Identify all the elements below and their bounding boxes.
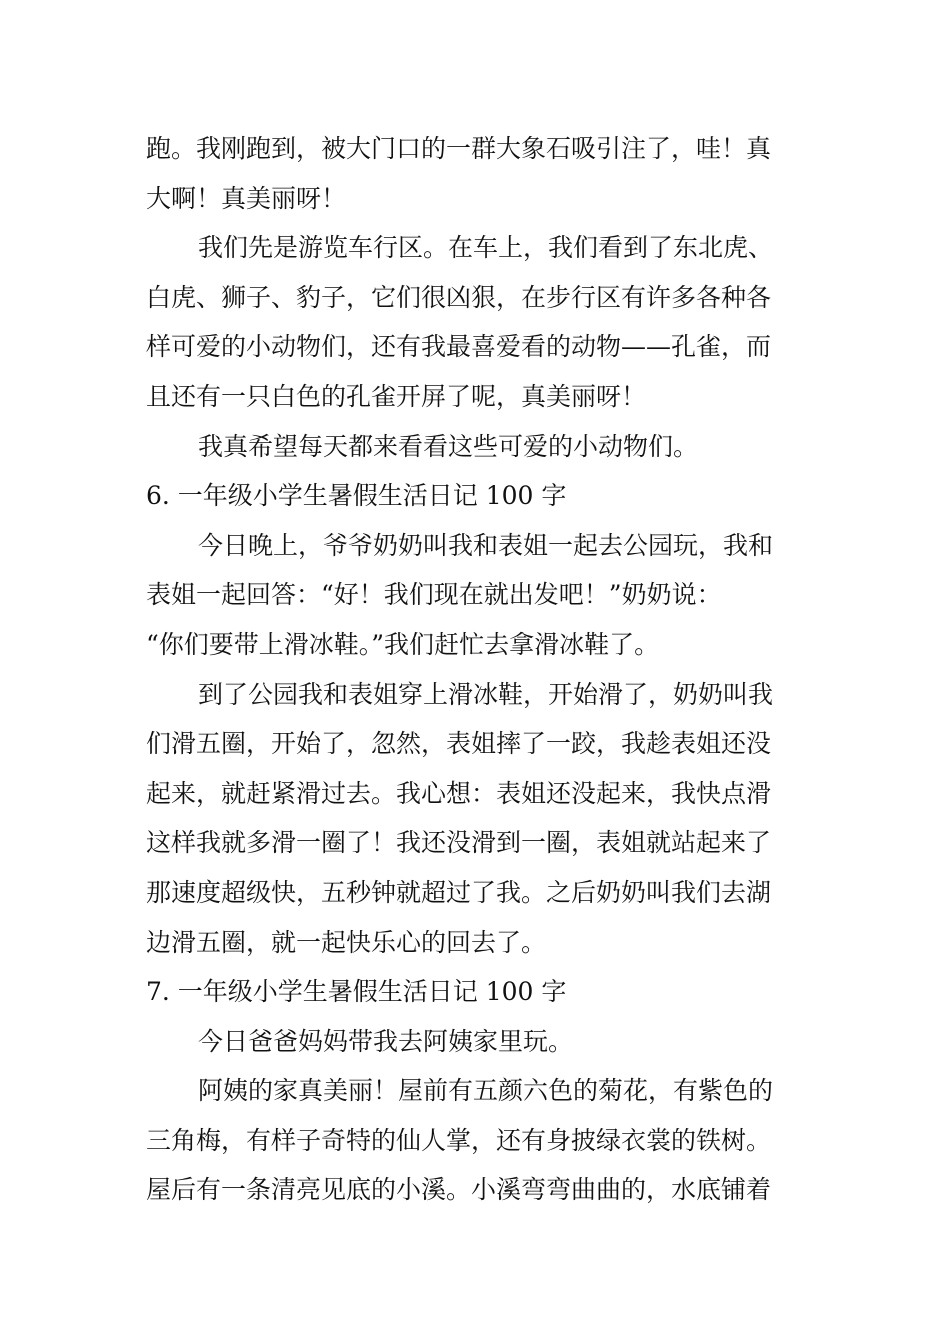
paragraph-line: 今日晚上，爷爷奶奶叫我和表姐一起去公园玩，我和 [198, 530, 774, 560]
section-heading: 6. 一年级小学生暑假生活日记 100 字 [146, 481, 567, 511]
paragraph-line: 我们先是游览车行区。在车上，我们看到了东北虎、 [198, 233, 774, 263]
paragraph-line: 那速度超级快，五秒钟就超过了我。之后奶奶叫我们去湖 [146, 877, 772, 907]
section-heading: 7. 一年级小学生暑假生活日记 100 字 [146, 977, 567, 1007]
document-body [146, 124, 808, 1215]
paragraph-line: “你们要带上滑冰鞋。”我们赶忙去拿滑冰鞋了。 [146, 629, 660, 659]
paragraph-line: 今日爸爸妈妈带我去阿姨家里玩。 [198, 1026, 574, 1056]
paragraph-line: 边滑五圈，就一起快乐心的回去了。 [146, 927, 547, 957]
paragraph-line: 我真希望每天都来看看这些可爱的小动物们。 [198, 431, 699, 461]
paragraph-line: 表姐一起回答：“好！我们现在就出发吧！”奶奶说： [146, 580, 722, 610]
paragraph-line: 样可爱的小动物们，还有我最喜爱看的动物——孔雀，而 [146, 332, 772, 362]
paragraph-line: 三角梅，有样子奇特的仙人掌，还有身披绿衣裳的铁树。 [146, 1125, 772, 1155]
paragraph-line: 跑。我刚跑到，被大门口的一群大象石吸引注了，哇！真 [146, 134, 772, 163]
paragraph-line: 且还有一只白色的孔雀开屏了呢，真美丽呀！ [146, 381, 647, 411]
paragraph-line: 到了公园我和表姐穿上滑冰鞋，开始滑了，奶奶叫我 [198, 679, 774, 709]
paragraph-line: 起来，就赶紧滑过去。我心想：表姐还没起来，我快点滑 [146, 778, 772, 808]
paragraph-line: 白虎、狮子、豹子，它们很凶狠，在步行区有许多各种各 [146, 282, 772, 312]
paragraph-line: 阿姨的家真美丽！屋前有五颜六色的菊花，有紫色的 [198, 1076, 774, 1106]
paragraph-line: 屋后有一条清亮见底的小溪。小溪弯弯曲曲的，水底铺着 [146, 1175, 772, 1205]
paragraph-line: 这样我就多滑一圈了！我还没滑到一圈，表姐就站起来了 [146, 828, 772, 858]
paragraph-line: 们滑五圈，开始了，忽然，表姐摔了一跤，我趁表姐还没 [146, 729, 772, 759]
paragraph-line: 大啊！真美丽呀！ [146, 183, 347, 213]
